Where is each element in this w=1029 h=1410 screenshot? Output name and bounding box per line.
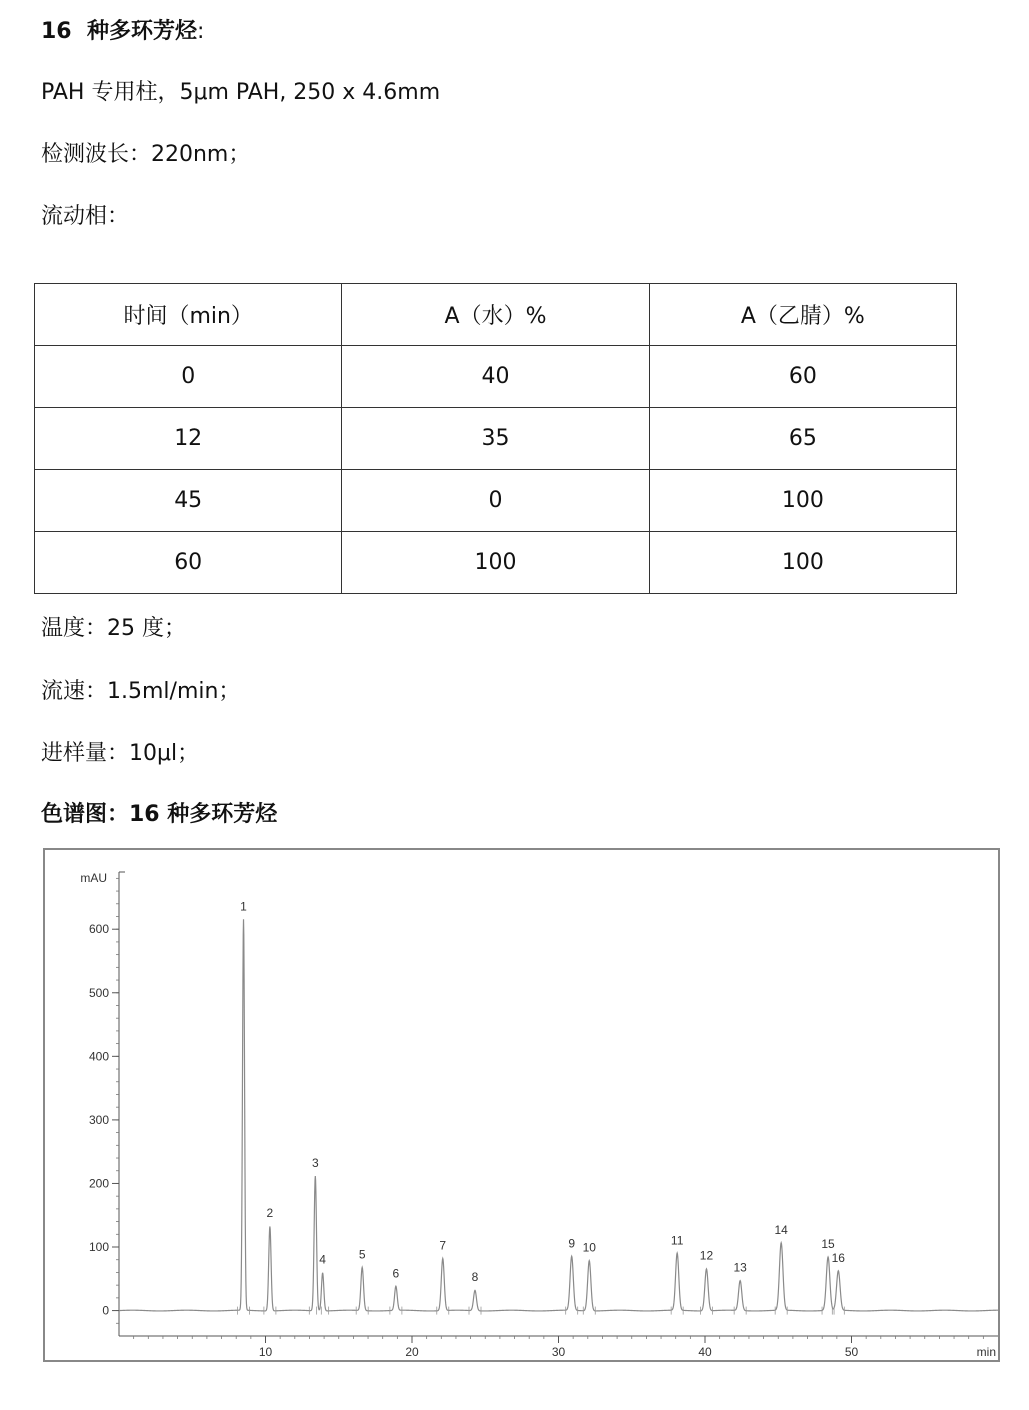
chromatogram-trace xyxy=(119,919,998,1311)
header-time: 时间（min） xyxy=(35,284,342,346)
x-tick-label: 30 xyxy=(551,1345,566,1359)
x-tick-label: 50 xyxy=(844,1345,859,1359)
peak-label: 1 xyxy=(240,899,247,914)
peak-label: 6 xyxy=(392,1266,400,1281)
table-row xyxy=(35,532,957,594)
peak-label: 10 xyxy=(582,1240,596,1255)
peak-label: 16 xyxy=(831,1251,845,1266)
table-cell: 35 xyxy=(342,408,649,470)
mobile-phase-label: 流动相： xyxy=(41,204,130,229)
peak-label: 11 xyxy=(670,1233,684,1248)
y-tick-label: 300 xyxy=(88,1112,109,1127)
chromatogram-title: 色谱图：16 种多环芳烃 xyxy=(41,802,278,827)
table-cell: 45 xyxy=(35,470,342,532)
y-tick-label: 200 xyxy=(88,1176,109,1191)
table-cell: 0 xyxy=(35,346,342,408)
temperature: 温度：25 度； xyxy=(41,616,186,641)
table-cell: 65 xyxy=(649,408,956,470)
y-tick-label: 100 xyxy=(88,1240,109,1255)
y-tick-label: 500 xyxy=(88,985,109,1000)
x-tick-label: 10 xyxy=(258,1345,273,1359)
header-water: A（水）% xyxy=(342,284,649,346)
peak-label: 9 xyxy=(568,1236,576,1251)
peak-label: 7 xyxy=(439,1238,447,1253)
x-tick-label: 40 xyxy=(698,1345,712,1359)
page-title xyxy=(41,17,204,47)
peak-label: 15 xyxy=(821,1237,835,1252)
x-tick-label: 20 xyxy=(405,1345,419,1359)
table-cell: 60 xyxy=(35,532,342,594)
y-axis-label: mAU xyxy=(80,871,107,885)
peak-label: 13 xyxy=(733,1260,747,1275)
table-row xyxy=(35,408,957,470)
column-spec: PAH 专用柱，5μm PAH, 250 x 4.6mm xyxy=(41,80,441,105)
chromatogram-chart xyxy=(43,848,1000,1362)
table-cell: 12 xyxy=(35,408,342,470)
title-text: 种多环芳烃 xyxy=(86,19,197,44)
peak-label: 3 xyxy=(311,1155,319,1170)
peak-label: 5 xyxy=(358,1247,366,1262)
table-cell: 60 xyxy=(649,346,956,408)
peak-label: 8 xyxy=(471,1270,479,1285)
detection-wavelength: 检测波长：220nm； xyxy=(41,142,251,167)
peak-label: 12 xyxy=(699,1248,714,1263)
gradient-table xyxy=(34,283,957,594)
peak-label: 2 xyxy=(266,1206,274,1221)
title-colon: : xyxy=(196,19,205,44)
y-tick-label: 600 xyxy=(88,922,109,937)
peak-label: 14 xyxy=(774,1223,788,1238)
table-row xyxy=(35,346,957,408)
flow-rate: 流速：1.5ml/min； xyxy=(41,679,241,704)
y-tick-label: 400 xyxy=(88,1049,109,1064)
table-header-row xyxy=(35,284,957,346)
table-row xyxy=(35,470,957,532)
title-number: 16 xyxy=(41,19,72,44)
table-cell: 100 xyxy=(342,532,649,594)
injection-volume: 进样量：10μl； xyxy=(41,741,200,766)
x-axis-label: min xyxy=(976,1345,996,1359)
header-acetonitrile: A（乙腈）% xyxy=(649,284,956,346)
chromatogram-svg xyxy=(45,850,998,1360)
table-cell: 40 xyxy=(342,346,649,408)
peak-label: 4 xyxy=(319,1252,326,1267)
table-cell: 100 xyxy=(649,470,956,532)
table-cell: 100 xyxy=(649,532,956,594)
y-tick-label: 0 xyxy=(102,1303,109,1318)
table-cell: 0 xyxy=(342,470,649,532)
